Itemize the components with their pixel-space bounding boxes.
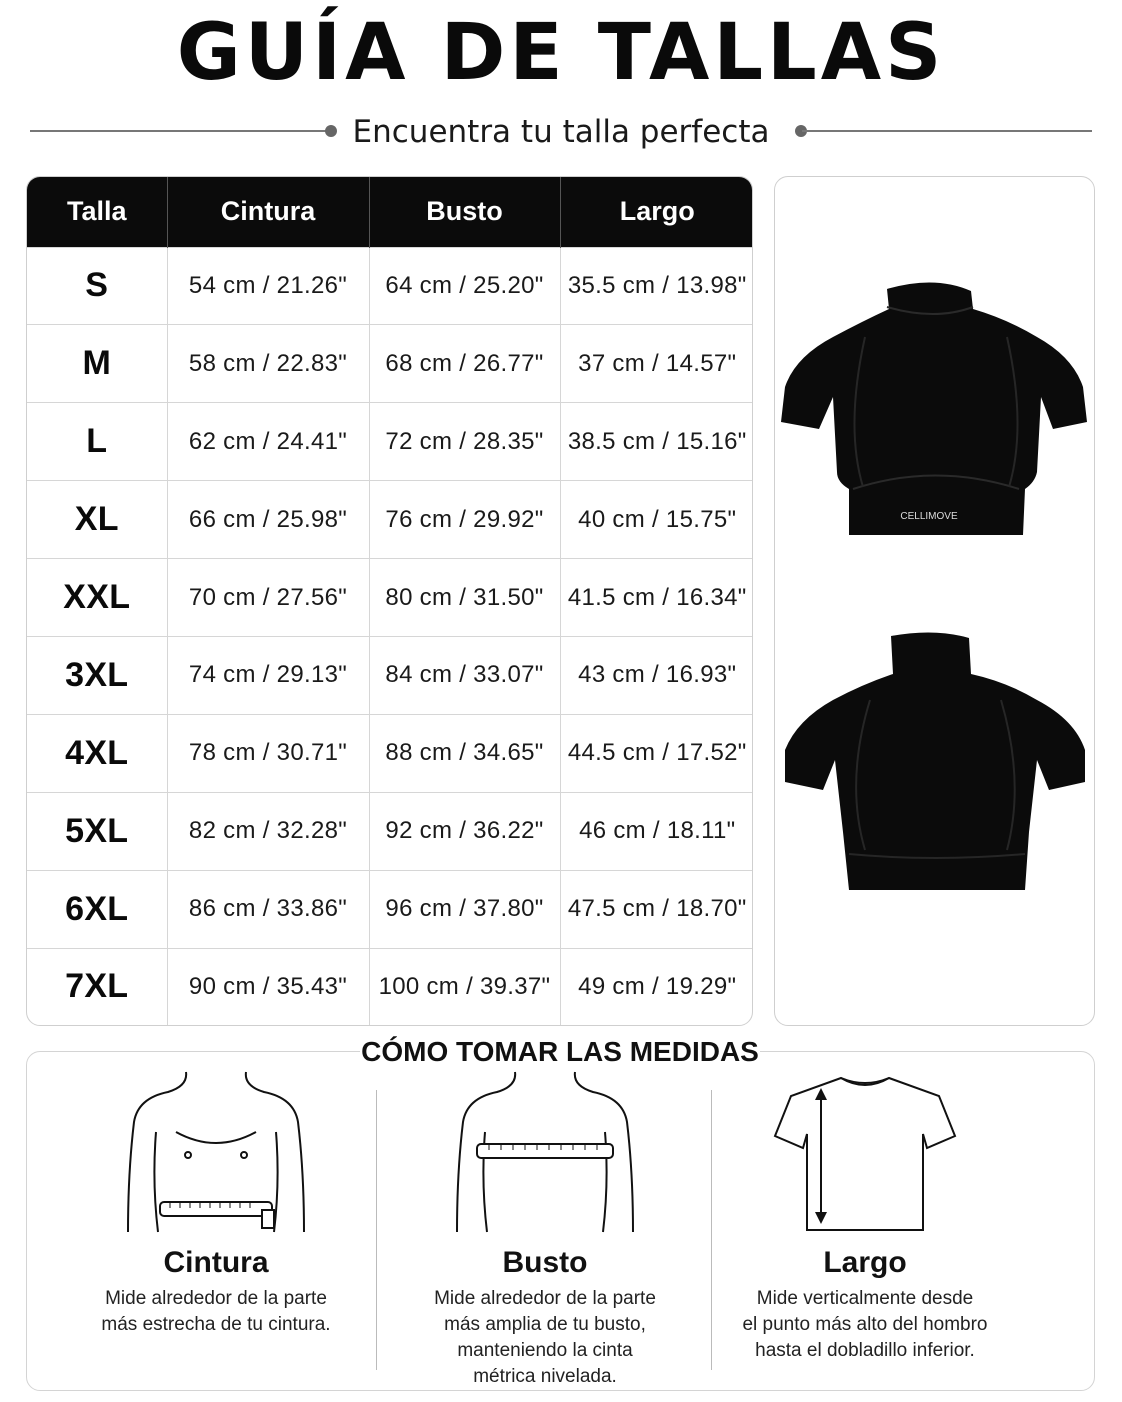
size-cell: M (27, 325, 167, 403)
size-cell: 4XL (27, 714, 167, 792)
busto-cell: 80 cm / 31.50" (369, 559, 560, 637)
table-row (27, 247, 753, 325)
subtitle-row (30, 112, 1092, 152)
cintura-cell: 62 cm / 24.41" (167, 403, 369, 481)
table-row (27, 325, 753, 403)
busto-cell: 68 cm / 26.77" (369, 325, 560, 403)
cintura-cell: 86 cm / 33.86" (167, 870, 369, 948)
table-row (27, 714, 753, 792)
measure-cintura-desc: Mide alrededor de la parte más estrecha de tu cintura. (101, 1288, 331, 1335)
largo-cell: 40 cm / 15.75" (560, 481, 753, 559)
largo-cell: 44.5 cm / 17.52" (560, 714, 753, 792)
busto-cell: 84 cm / 33.07" (369, 636, 560, 714)
waist-measure-icon (116, 1062, 316, 1242)
largo-cell: 46 cm / 18.11" (560, 792, 753, 870)
header-cintura: Cintura (167, 177, 369, 247)
busto-cell: 64 cm / 25.20" (369, 247, 560, 325)
bust-measure-icon (445, 1062, 645, 1242)
table-header-row (27, 177, 753, 247)
cintura-cell: 70 cm / 27.56" (167, 559, 369, 637)
busto-cell: 92 cm / 36.22" (369, 792, 560, 870)
product-panel (774, 176, 1095, 1026)
busto-cell: 72 cm / 28.35" (369, 403, 560, 481)
size-cell: 7XL (27, 948, 167, 1025)
busto-cell: 100 cm / 39.37" (369, 948, 560, 1025)
measure-largo (720, 1062, 1010, 1364)
busto-cell: 96 cm / 37.80" (369, 870, 560, 948)
largo-cell: 43 cm / 16.93" (560, 636, 753, 714)
size-cell: 5XL (27, 792, 167, 870)
table-row (27, 636, 753, 714)
measure-busto-title: Busto (502, 1246, 588, 1279)
table-row (27, 559, 753, 637)
divider-line-right (802, 130, 1092, 132)
column-divider (711, 1090, 712, 1370)
cintura-cell: 90 cm / 35.43" (167, 948, 369, 1025)
table-row (27, 870, 753, 948)
largo-cell: 38.5 cm / 15.16" (560, 403, 753, 481)
header-largo: Largo (560, 177, 753, 247)
measure-largo-title: Largo (823, 1246, 907, 1279)
size-table (27, 177, 753, 1025)
measure-cintura (60, 1062, 372, 1338)
cintura-cell: 78 cm / 30.71" (167, 714, 369, 792)
largo-cell: 47.5 cm / 18.70" (560, 870, 753, 948)
size-cell: L (27, 403, 167, 481)
cintura-cell: 74 cm / 29.13" (167, 636, 369, 714)
cintura-cell: 54 cm / 21.26" (167, 247, 369, 325)
measure-largo-desc: Mide verticalmente desde el punto más alto del hombro hasta el dobladillo inferior. (742, 1288, 988, 1361)
largo-cell: 49 cm / 19.29" (560, 948, 753, 1025)
size-table-container (26, 176, 753, 1026)
cintura-cell: 58 cm / 22.83" (167, 325, 369, 403)
table-row (27, 792, 753, 870)
column-divider (376, 1090, 377, 1370)
header-talla: Talla (27, 177, 167, 247)
measure-title: CÓMO TOMAR LAS MEDIDAS (361, 1036, 759, 1067)
busto-cell: 88 cm / 34.65" (369, 714, 560, 792)
table-row (27, 481, 753, 559)
measure-busto-desc: Mide alrededor de la parte más amplia de tu busto, manteniendo la cinta métrica nivelada. (434, 1288, 656, 1387)
busto-cell: 76 cm / 29.92" (369, 481, 560, 559)
header-busto: Busto (369, 177, 560, 247)
cintura-cell: 66 cm / 25.98" (167, 481, 369, 559)
brand-label: CELLIMOVE (900, 511, 958, 522)
crop-top-front-image (775, 277, 1096, 547)
size-cell: S (27, 247, 167, 325)
cintura-cell: 82 cm / 32.28" (167, 792, 369, 870)
size-cell: 6XL (27, 870, 167, 948)
largo-cell: 41.5 cm / 16.34" (560, 559, 753, 637)
crop-top-back-image (775, 632, 1096, 902)
size-cell: XXL (27, 559, 167, 637)
table-row (27, 948, 753, 1025)
page-title: GUÍA DE TALLAS (176, 8, 946, 98)
measure-cintura-title: Cintura (163, 1246, 269, 1279)
measure-busto (390, 1062, 700, 1390)
length-measure-icon (765, 1062, 965, 1242)
size-cell: XL (27, 481, 167, 559)
largo-cell: 37 cm / 14.57" (560, 325, 753, 403)
size-cell: 3XL (27, 636, 167, 714)
largo-cell: 35.5 cm / 13.98" (560, 247, 753, 325)
page-subtitle: Encuentra tu talla perfecta (352, 114, 770, 150)
table-row (27, 403, 753, 481)
